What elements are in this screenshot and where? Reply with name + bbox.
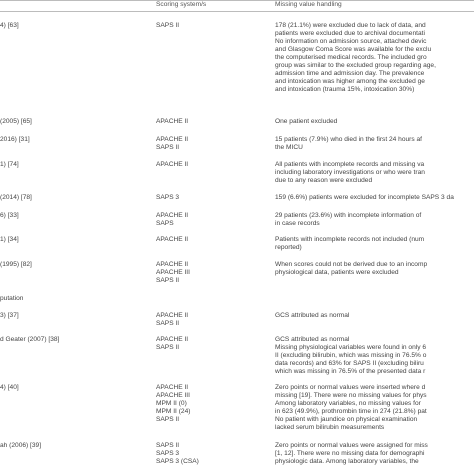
scoring-system-name: APACHE II: [156, 118, 189, 125]
scoring-system-name: SAPS 3: [156, 194, 180, 201]
missing-value-line: physiological data, patients were excluded: [275, 269, 399, 276]
scoring-system-cell: [156, 312, 276, 328]
missing-value-cell: [275, 236, 474, 252]
scoring-system-name: APACHE II: [156, 384, 189, 391]
scoring-system-name: SAPS II: [156, 344, 180, 351]
scoring-system-name: SAPS II: [156, 22, 180, 29]
missing-value-line: [1, 12]. There were no missing data for demographi: [275, 450, 425, 457]
scoring-system-name: SAPS II: [156, 277, 180, 284]
scoring-system-cell: [156, 336, 276, 352]
missing-value-line: No information on admission source, attached devic: [275, 38, 427, 45]
scoring-system-name: SAPS II: [156, 320, 180, 327]
missing-value-line: group was similar to the excluded group regarding age,: [275, 62, 436, 69]
scoring-system-name: MPM II (24): [156, 408, 191, 415]
header-rule: [0, 11, 474, 12]
scoring-system-name: APACHE II: [156, 336, 189, 343]
scoring-system-name: SAPS: [156, 220, 174, 227]
missing-value-line: in 623 (49.9%), prothrombin time in 274 (21.8%) pat: [275, 408, 427, 415]
missing-value-line: 29 patients (23.6%) with incomplete information of: [275, 212, 422, 219]
missing-value-line: lacked serum bilirubin measurements: [275, 424, 385, 431]
study-cell: putation: [0, 295, 24, 302]
scoring-system-cell: [156, 194, 276, 202]
scoring-system-cell: [156, 261, 276, 285]
scoring-system-cell: [156, 384, 276, 424]
study-cell: d Geater (2007) [38]: [0, 336, 60, 343]
study-cell: 3) [37]: [0, 312, 19, 319]
missing-value-line: which was missing in 76.5% of the presented data r: [275, 368, 426, 375]
missing-value-line: Zero points or normal values were inserted where d: [275, 384, 426, 391]
missing-value-line: missing [19]. There were no missing values for phys: [275, 392, 427, 399]
study-cell: ah (2006) [39]: [0, 442, 42, 449]
study-cell: 4) [40]: [0, 384, 19, 391]
study-cell: 1) [74]: [0, 161, 19, 168]
missing-value-line: Patients with incomplete records not included (num: [275, 236, 425, 243]
missing-value-line: Zero points or normal values were assigned for miss: [275, 442, 428, 449]
scoring-system-name: APACHE III: [156, 269, 190, 276]
missing-value-line: One patient excluded: [275, 118, 338, 125]
scoring-system-name: APACHE II: [156, 161, 189, 168]
scoring-system-name: APACHE II: [156, 236, 189, 243]
missing-value-line: II (excluding bilirubin, which was missing in 76.5% o: [275, 352, 427, 359]
missing-value-line: and intoxication was higher among the excluded ge: [275, 78, 425, 85]
scoring-system-name: APACHE II: [156, 261, 189, 268]
missing-value-cell: [275, 212, 474, 228]
missing-value-cell: [275, 22, 474, 94]
missing-value-line: GCS attributed as normal: [275, 312, 350, 319]
missing-value-line: Missing physiological variables were found in only 6: [275, 344, 427, 351]
study-cell: 1) [34]: [0, 236, 19, 243]
missing-value-cell: [275, 136, 474, 152]
missing-value-line: 159 (6.6%) patients were excluded for incomplete SAPS 3 da: [275, 194, 454, 201]
scoring-system-name: SAPS 3: [156, 450, 180, 457]
scoring-system-name: SAPS II: [156, 442, 180, 449]
missing-value-line: All patients with incomplete records and missing va: [275, 161, 425, 168]
missing-value-line: physiologic data. Among laboratory variables, the: [275, 458, 419, 465]
scoring-system-name: MPM II (0): [156, 400, 187, 407]
scoring-system-cell: [156, 236, 276, 244]
table-header: [0, 0, 474, 11]
scoring-system-name: APACHE II: [156, 212, 189, 219]
study-cell: 6) [33]: [0, 212, 19, 219]
study-cell: (1995) [82]: [0, 261, 32, 268]
missing-value-line: patients were excluded due to archival documentati: [275, 30, 425, 37]
header-scoring-system: Scoring system/s: [156, 1, 207, 8]
missing-value-cell: [275, 312, 474, 320]
scoring-system-cell: [156, 136, 276, 152]
missing-value-cell: [275, 194, 474, 202]
missing-value-line: Among laboratory variables, no missing values for: [275, 400, 421, 407]
missing-value-line: reported): [275, 244, 302, 251]
missing-value-line: admission time and admission day. The prevalence: [275, 70, 425, 77]
missing-value-line: GCS attributed as normal: [275, 336, 350, 343]
missing-value-cell: [275, 384, 474, 432]
missing-value-line: and Glasgow Coma Score was available for the exclu: [275, 46, 432, 53]
scoring-system-name: SAPS 3 (CSA): [156, 458, 199, 465]
scoring-system-name: SAPS II: [156, 416, 180, 423]
missing-value-line: the MICU: [275, 144, 303, 151]
study-cell: 2016) [31]: [0, 136, 30, 143]
scoring-system-cell: [156, 22, 276, 30]
missing-value-cell: [275, 118, 474, 126]
missing-value-line: data records) and 63% for SAPS II (excluding biliru: [275, 360, 424, 367]
missing-value-cell: [275, 261, 474, 277]
study-cell: 4) [63]: [0, 22, 19, 29]
missing-value-line: due to any reason were excluded: [275, 177, 373, 184]
scoring-system-cell: [156, 212, 276, 228]
missing-value-line: 15 patients (7.9%) who died in the first 24 hours af: [275, 136, 422, 143]
scoring-system-name: APACHE II: [156, 136, 189, 143]
missing-value-cell: [275, 442, 474, 466]
missing-value-line: When scores could not be derived due to an incomp: [275, 261, 428, 268]
missing-value-cell: [275, 336, 474, 376]
scoring-system-name: APACHE III: [156, 392, 190, 399]
missing-value-line: including laboratory investigations or who were tran: [275, 169, 425, 176]
missing-value-line: 178 (21.1%) were excluded due to lack of data, and: [275, 22, 426, 29]
study-cell: (2005) [65]: [0, 118, 32, 125]
study-cell: (2014) [78]: [0, 194, 32, 201]
header-missing-value-handling: Missing value handling: [275, 1, 342, 8]
scoring-system-cell: [156, 161, 276, 169]
scoring-system-name: APACHE II: [156, 312, 189, 319]
missing-value-line: the computerised medical records. The included gro: [275, 54, 427, 61]
missing-value-line: in case records: [275, 220, 320, 227]
missing-value-line: No patient with jaundice on physical examination: [275, 416, 418, 423]
scoring-system-cell: [156, 442, 276, 466]
missing-value-line: and intoxication (trauma 15%, intoxication 30%): [275, 86, 415, 93]
missing-value-cell: [275, 161, 474, 185]
scoring-system-cell: [156, 118, 276, 126]
scoring-system-name: SAPS II: [156, 144, 180, 151]
